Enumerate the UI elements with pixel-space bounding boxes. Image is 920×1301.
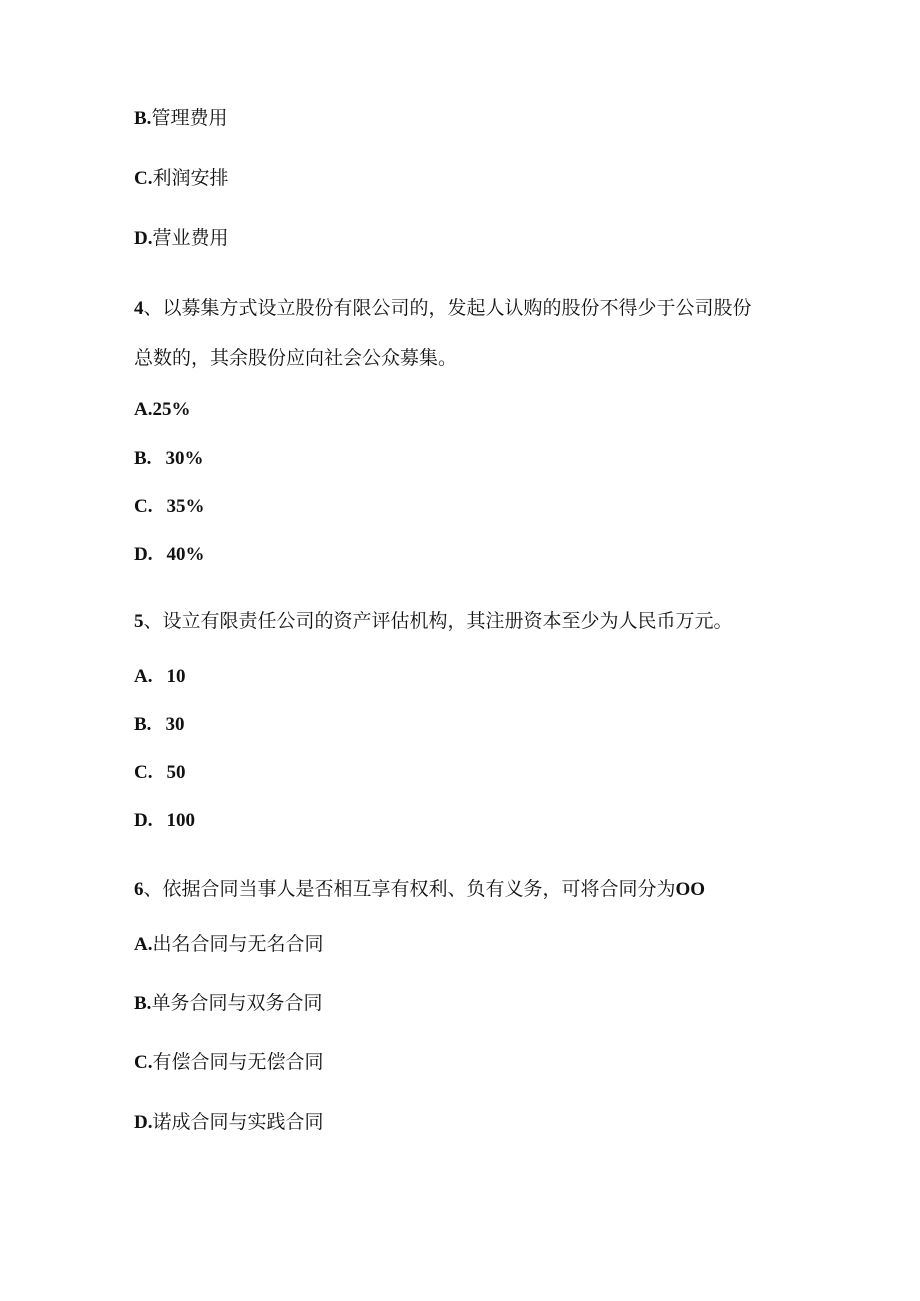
option-label: C. (134, 762, 153, 783)
option-text: 10 (166, 666, 186, 687)
q4-option-c (134, 494, 204, 519)
question-stem: 总数的，其余股份应向社会公众募集。 (134, 347, 458, 369)
option-label: B. (134, 448, 152, 469)
option-text: 有偿合同与无偿合同 (152, 1051, 324, 1073)
q6-option-b (134, 991, 322, 1016)
q3-option-c (134, 166, 229, 191)
option-label: D. (134, 1112, 153, 1133)
option-text: 单务合同与双务合同 (151, 992, 323, 1014)
option-label: A. (134, 399, 153, 420)
q5-option-d (134, 808, 195, 833)
option-label: C. (134, 168, 153, 189)
option-label: A. (134, 666, 153, 687)
question-stem: 、以募集方式设立股份有限公司的，发起人认购的股份不得少于公司股份 (143, 297, 752, 319)
option-text: 利润安排 (152, 167, 229, 189)
q5-option-b (134, 712, 184, 737)
option-label: B. (134, 993, 152, 1014)
question-number: 6 (134, 879, 144, 900)
q6-option-d (134, 1110, 324, 1135)
option-text: 35% (166, 496, 205, 517)
q4-stem-line2 (134, 346, 457, 370)
answer-blank: OO (675, 879, 706, 900)
option-label: B. (134, 108, 152, 129)
option-text: 100 (166, 810, 195, 831)
option-label: D. (134, 544, 153, 565)
question-number: 5 (134, 611, 144, 632)
option-text: 25% (152, 399, 191, 420)
q4-option-d (134, 542, 204, 567)
option-label: C. (134, 496, 153, 517)
q3-option-b (134, 106, 227, 131)
option-label: C. (134, 1052, 153, 1073)
q5-option-c (134, 760, 185, 785)
option-text: 管理费用 (151, 107, 228, 129)
option-text: 出名合同与无名合同 (152, 933, 324, 955)
option-label: B. (134, 714, 152, 735)
option-label: D. (134, 228, 153, 249)
option-label: A. (134, 934, 153, 955)
question-stem: 、依据合同当事人是否相互享有权利、负有义务，可将合同分为 (143, 878, 676, 900)
question-stem: 、设立有限责任公司的资产评估机构，其注册资本至少为人民币万元。 (143, 610, 733, 632)
option-text: 40% (166, 544, 205, 565)
q6-option-a (134, 932, 324, 957)
q5-option-a (134, 664, 185, 689)
option-text: 诺成合同与实践合同 (152, 1111, 324, 1133)
q4-option-a (134, 397, 190, 422)
q6-stem (134, 877, 705, 902)
option-text: 30% (165, 448, 204, 469)
option-label: D. (134, 810, 153, 831)
q3-option-d (134, 226, 229, 251)
option-text: 营业费用 (152, 227, 229, 249)
q4-option-b (134, 446, 203, 471)
q6-option-c (134, 1050, 324, 1075)
option-text: 50 (166, 762, 186, 783)
question-number: 4 (134, 298, 144, 319)
option-text: 30 (165, 714, 185, 735)
q4-stem-line1 (134, 296, 752, 321)
q5-stem (134, 609, 733, 634)
